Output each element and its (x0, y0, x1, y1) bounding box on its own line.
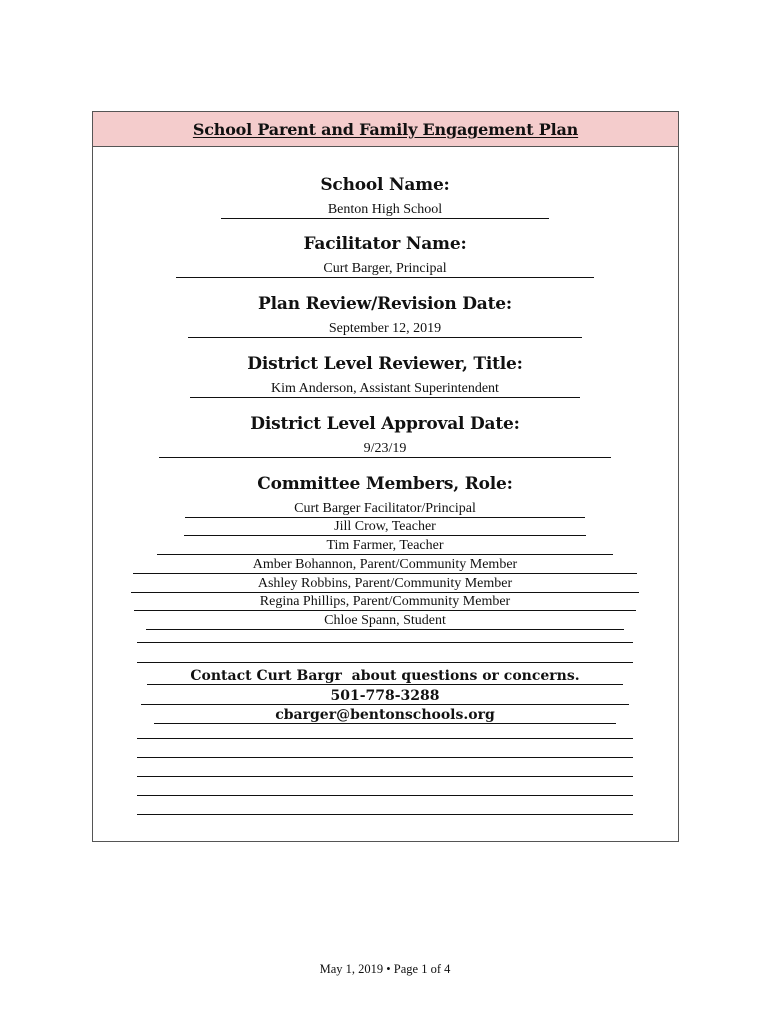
committee-member: Tim Farmer, Teacher (157, 538, 613, 555)
contact-email: cbarger@bentonschools.org (154, 707, 616, 724)
district-reviewer-value: Kim Anderson, Assistant Superintendent (190, 381, 580, 398)
district-reviewer-label: District Level Reviewer, Title: (247, 354, 523, 374)
form-title: School Parent and Family Engagement Plan (192, 119, 579, 139)
review-date-value: September 12, 2019 (188, 321, 582, 338)
contact-message: Contact Curt Bargr about questions or concerns. (147, 668, 623, 685)
blank-line (137, 662, 633, 663)
blank-line (137, 738, 633, 739)
blank-line (137, 776, 633, 777)
committee-member: Ashley Robbins, Parent/Community Member (131, 576, 639, 593)
blank-line (137, 814, 633, 815)
committee-member: Curt Barger Facilitator/Principal (185, 501, 585, 518)
committee-member: Chloe Spann, Student (146, 613, 624, 630)
form-header (93, 112, 678, 147)
review-date-label: Plan Review/Revision Date: (258, 294, 512, 314)
school-name-label: School Name: (320, 175, 450, 195)
approval-date-label: District Level Approval Date: (250, 414, 520, 434)
committee-member: Jill Crow, Teacher (184, 519, 586, 536)
facilitator-name-label: Facilitator Name: (303, 234, 467, 254)
facilitator-name-value: Curt Barger, Principal (176, 261, 594, 278)
school-name-value: Benton High School (221, 202, 549, 219)
contact-phone: 501-778-3288 (141, 688, 629, 705)
committee-member: Amber Bohannon, Parent/Community Member (133, 557, 637, 574)
blank-line (137, 642, 633, 643)
blank-line (137, 757, 633, 758)
page-footer: May 1, 2019 • Page 1 of 4 (319, 962, 451, 976)
approval-date-value: 9/23/19 (159, 441, 611, 458)
committee-label: Committee Members, Role: (257, 474, 513, 494)
committee-member: Regina Phillips, Parent/Community Member (134, 594, 636, 611)
blank-line (137, 795, 633, 796)
